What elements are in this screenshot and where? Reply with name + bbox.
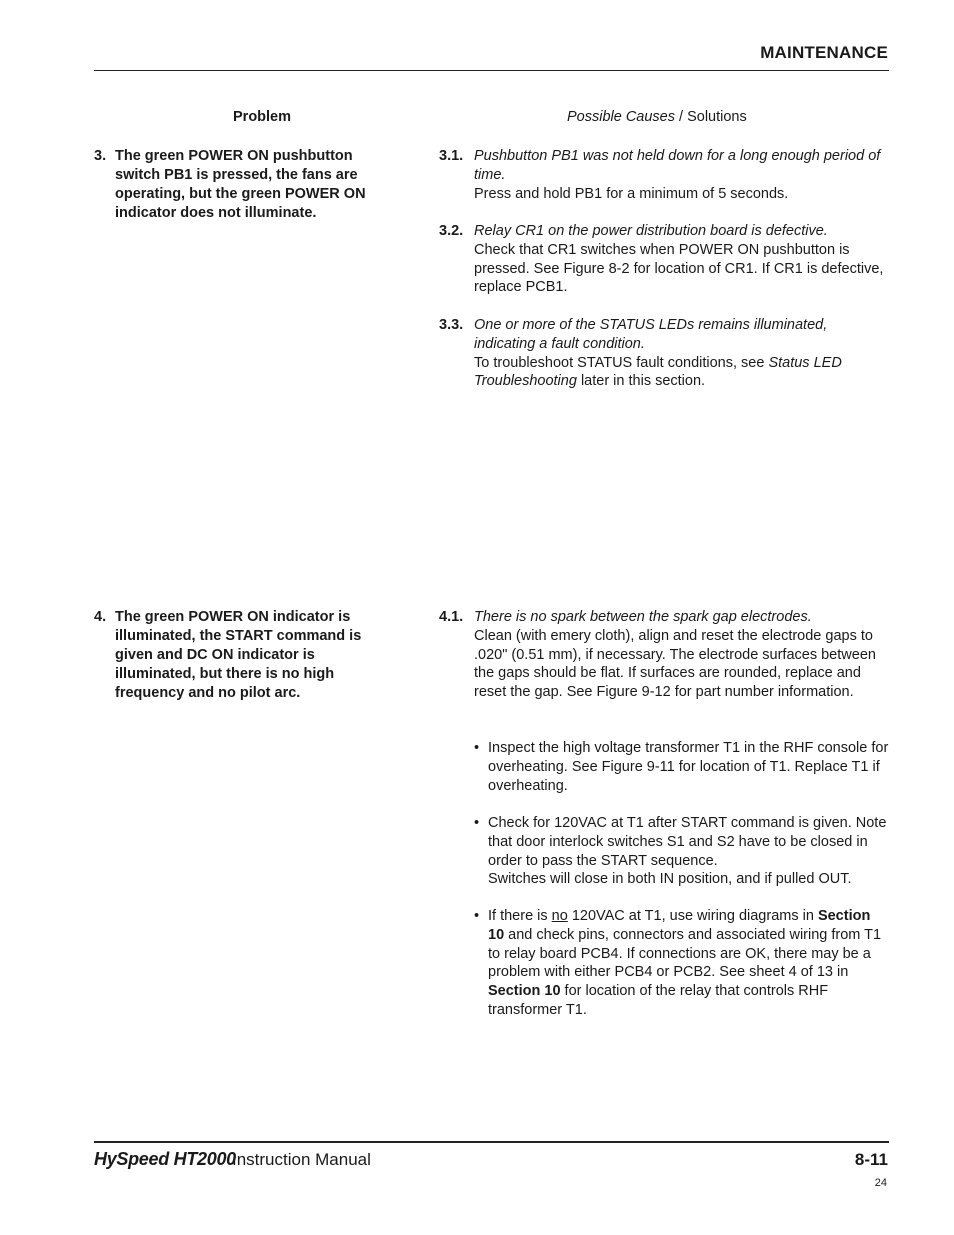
problem-number: 3. xyxy=(94,148,107,164)
problem-number: 4. xyxy=(94,609,107,625)
bullet-item-1 xyxy=(474,739,889,795)
solution-cause: There is no spark between the spark gap electrodes. xyxy=(474,609,812,625)
footer-page-number: 8-11 xyxy=(854,1150,888,1169)
bullet-text: Inspect the high voltage transformer T1 in the RHF console for overheating. See Figure 9-11 for location of T1. Replace T1 if overheating. xyxy=(488,740,889,794)
solution-3-3 xyxy=(439,316,891,391)
column-heading-causes-solutions xyxy=(567,109,747,125)
footer-manual-label: Instruction Manual xyxy=(232,1150,371,1169)
problem-4 xyxy=(94,608,394,703)
bullet-text-note: Switches will close in both IN position, and if pulled OUT. xyxy=(488,871,852,888)
solution-fix xyxy=(474,354,891,392)
fix-text-pre: To troubleshoot STATUS fault conditions, see xyxy=(474,354,769,371)
solution-number: 3.3. xyxy=(439,317,464,333)
bullet-dot-icon: • xyxy=(474,740,480,756)
column-heading-causes: Possible Causes xyxy=(567,109,675,125)
solution-number: 3.2. xyxy=(439,223,464,239)
solution-cause: One or more of the STATUS LEDs remains illuminated, indicating a fault condition. xyxy=(474,317,828,352)
solution-fix: Press and hold PB1 for a minimum of 5 seconds. xyxy=(474,185,789,202)
bullet-text: If there is no 120VAC at T1, use wiring diagrams in Section 10 and check pins, connectors and associated wiring from T1 to relay board PCB4. If connections are OK, there may be a problem with either PCB4 or PCB2. See sheet 4 of 13 in Section 10 for location of the relay that controls RHF transformer T1. xyxy=(488,908,882,1018)
column-heading-separator: / xyxy=(675,109,688,125)
footer-rule xyxy=(94,1141,889,1143)
solution-fix: Check that CR1 switches when POWER ON pushbutton is pressed. See Figure 8-2 for location of CR1. If CR1 is defective, replace PCB1. xyxy=(474,241,884,296)
section-10-reference: Section 10 xyxy=(488,983,561,1000)
solution-number: 4.1. xyxy=(439,609,464,625)
solution-cause: Relay CR1 on the power distribution board is defective. xyxy=(474,223,828,239)
problem-3 xyxy=(94,147,394,223)
column-heading-problem: Problem xyxy=(233,109,292,125)
solution-cause: Pushbutton PB1 was not held down for a long enough period of time. xyxy=(474,148,881,183)
bullet-item-3 xyxy=(474,907,889,1020)
problem-text: The green POWER ON pushbutton switch PB1 is pressed, the fans are operating, but the green POWER ON indicator does not illuminate. xyxy=(115,148,366,221)
bullet-dot-icon: • xyxy=(474,908,480,924)
bullet-dot-icon: • xyxy=(474,815,480,831)
bullet-text: Check for 120VAC at T1 after START command is given. Note that door interlock switches S1 and S2 have to be closed in order to pass the START sequence. xyxy=(488,815,887,869)
problem-text: The green POWER ON indicator is illuminated, the START command is given and DC ON indicator is illuminated, but there is no high frequency and no pilot arc. xyxy=(115,609,362,701)
bullet-item-2 xyxy=(474,814,889,889)
solution-fix: Clean (with emery cloth), align and reset the electrode gaps to .020" (0.51 mm), if necessary. The electrode surfaces between the gaps should be flat. If surfaces are rounded, replace and reset the gap. See Figure 9-12 for part number information. xyxy=(474,627,876,701)
page-header-title: MAINTENANCE xyxy=(760,43,888,62)
footer-sheet-number: 24 xyxy=(874,1177,887,1189)
footer-brand: HySpeed HT2000 xyxy=(94,1149,236,1169)
status-led-troubleshooting-reference: Status LED Troubleshooting xyxy=(474,354,842,390)
fix-text-post: later in this section. xyxy=(576,373,706,390)
emphasis-no: no xyxy=(551,908,568,924)
solution-4-1 xyxy=(439,608,891,702)
solution-3-1 xyxy=(439,147,891,203)
section-10-reference: Section 10 xyxy=(488,908,871,943)
header-rule xyxy=(94,70,889,71)
solution-number: 3.1. xyxy=(439,148,464,164)
column-heading-solutions: Solutions xyxy=(687,109,747,125)
solution-3-2 xyxy=(439,222,891,297)
